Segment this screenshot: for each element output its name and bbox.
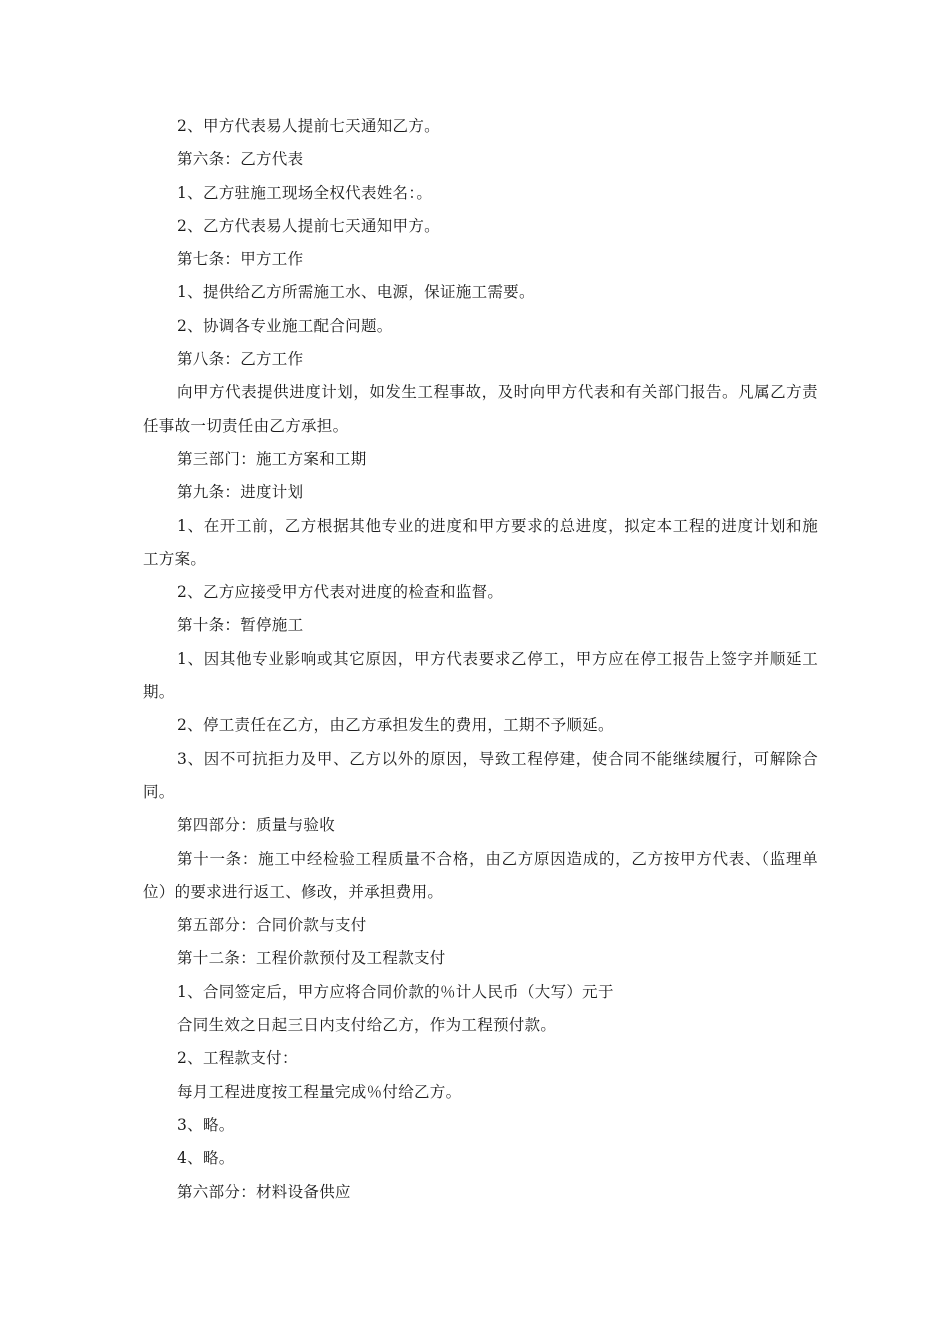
- paragraph: 第十一条：施工中经检验工程质量不合格，由乙方原因造成的，乙方按甲方代表、（监理单位）的要求进行返工、修改，并承担费用。: [143, 849, 818, 901]
- paragraph: 向甲方代表提供进度计划，如发生工程事故，及时向甲方代表和有关部门报告。凡属乙方责任事故一切责任由乙方承担。: [143, 383, 818, 435]
- paragraph: 1、合同签定后，甲方应将合同价款的％计人民币（大写）元于: [177, 982, 614, 1001]
- part-heading: 第六部分：材料设备供应: [177, 1182, 351, 1201]
- document-body: [143, 110, 818, 1209]
- part-heading: 第三部门：施工方案和工期: [177, 449, 367, 468]
- paragraph: 2、工程款支付：: [177, 1049, 298, 1068]
- paragraph: 1、提供给乙方所需施工水、电源，保证施工需要。: [177, 283, 535, 302]
- section-heading: 第十二条：工程价款预付及工程款支付: [177, 949, 446, 968]
- section-heading: 第十条：暂停施工: [177, 616, 304, 635]
- paragraph: 1、因其他专业影响或其它原因，甲方代表要求乙停工，甲方应在停工报告上签字并顺延工期。: [143, 649, 818, 702]
- paragraph: 2、乙方应接受甲方代表对进度的检查和监督。: [177, 583, 504, 602]
- paragraph: 3、略。: [177, 1115, 235, 1134]
- part-heading: 第四部分：质量与验收: [177, 816, 336, 835]
- paragraph: 2、乙方代表易人提前七天通知甲方。: [177, 216, 440, 235]
- section-heading: 第九条：进度计划: [177, 483, 304, 502]
- part-heading: 第五部分：合同价款与支付: [177, 916, 367, 935]
- paragraph: 1、乙方驻施工现场全权代表姓名：。: [177, 183, 433, 202]
- paragraph: 2、停工责任在乙方，由乙方承担发生的费用，工期不予顺延。: [177, 716, 614, 735]
- paragraph: 2、甲方代表易人提前七天通知乙方。: [177, 117, 440, 135]
- section-heading: 第八条：乙方工作: [177, 350, 304, 369]
- paragraph: 2、协调各专业施工配合问题。: [177, 316, 393, 335]
- paragraph: 合同生效之日起三日内支付给乙方，作为工程预付款。: [177, 1016, 557, 1035]
- paragraph: 1、在开工前，乙方根据其他专业的进度和甲方要求的总进度，拟定本工程的进度计划和施工方案。: [143, 516, 818, 568]
- paragraph: 4、略。: [177, 1149, 235, 1168]
- paragraph: 3、因不可抗拒力及甲、乙方以外的原因，导致工程停建，使合同不能继续履行，可解除合同。: [143, 749, 818, 801]
- section-heading: 第六条：乙方代表: [177, 150, 304, 169]
- section-heading: 第七条：甲方工作: [177, 250, 304, 269]
- paragraph: 每月工程进度按工程量完成％付给乙方。: [177, 1082, 462, 1101]
